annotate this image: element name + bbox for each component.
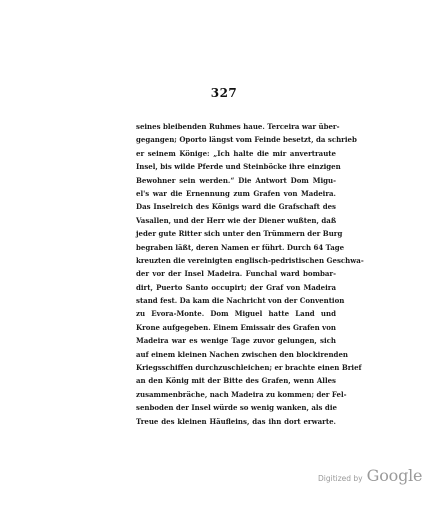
text-line: jeder gute Ritter sich unter den Trümmern der Burg (136, 229, 343, 239)
text-line: auf einem kleinen Nachen zwischen den blockirenden (136, 349, 348, 359)
text-line: Das Inselreich des Königs ward die Grafschaft des (136, 202, 336, 212)
text-line: der vor der Insel Madeira. Funchal ward bombar- (136, 269, 336, 279)
text-line: stand fest. Da kam die Nachricht von der Convention (136, 296, 345, 306)
watermark-prefix: Digitized by (318, 474, 363, 483)
body-text (136, 120, 364, 428)
digitized-by-google-watermark (318, 466, 422, 485)
text-line: Kriegsschiffen durchzuschleichen; er brachte einen Brief (136, 363, 362, 373)
text-line: Insel, bis wilde Pferde und Steinböcke ihre einzigen (136, 162, 341, 172)
text-line: Vasallen, und der Herr wie der Diener wußten, daß (136, 215, 337, 225)
page-number: 327 (210, 86, 238, 100)
text-line: senboden der Insel würde so wenig wanken, als die (136, 403, 337, 413)
text-line: el's war die Ernennung zum Grafen von Madeira. (136, 188, 336, 198)
text-line: seines bleibenden Ruhmes haue. Terceira war über- (136, 122, 340, 131)
text-line: zu Evora-Monte. Dom Miguel hatte Land und (136, 309, 336, 319)
text-line: gegangen; Oporto längst vom Feinde besetzt, da schrieb (136, 135, 357, 145)
text-line: Bewohner sein werden.“ Die Antwort Dom Migu- (136, 175, 336, 185)
text-line: begraben läßt, deren Namen er führt. Durch 64 Tage (136, 242, 345, 252)
text-line: Krone aufgegeben. Einem Emissair des Grafen von (136, 322, 336, 332)
google-logo: Google (366, 466, 423, 485)
text-line: an den König mit der Bitte des Grafen, wenn Alles (136, 376, 336, 386)
text-line: kreuzten die vereinigten englisch-pedristischen Geschwa- (136, 255, 364, 265)
text-line: zusammenbräche, nach Madeira zu kommen; der Fel- (136, 389, 347, 399)
text-line: er seinem Könige: „Ich halte die mir anvertraute (136, 148, 336, 158)
text-line: dirt, Puerto Santo occupirt; der Graf von Madeira (136, 282, 336, 292)
text-line: Treue des kleinen Häufleins, das ihn dort erwarte. (136, 416, 336, 426)
text-line: Madeira war es wenige Tage zuvor gelungen, sich (136, 336, 336, 346)
